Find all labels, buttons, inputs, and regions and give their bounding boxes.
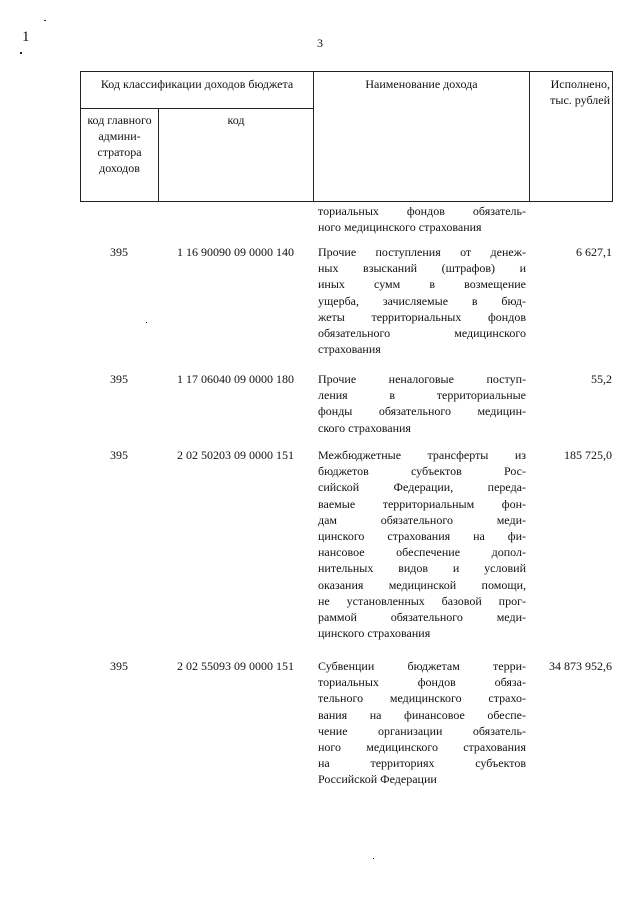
name-line: фонды обязательного медицин-: [318, 404, 526, 419]
name-line: тельного медицинского страхо-: [318, 691, 526, 706]
continuation-text: [318, 203, 526, 235]
name-line: нансовое обеспечение допол-: [318, 545, 526, 560]
amount-cell: 6 627,1: [576, 245, 612, 259]
name-line: ления в территориальные: [318, 388, 526, 403]
name-line: страхования: [318, 342, 381, 357]
name-line: ных взысканий (штрафов) и: [318, 261, 526, 276]
income-name-cell: [318, 658, 526, 788]
amount-cell: 185 725,0: [564, 448, 612, 462]
income-code-header: [159, 109, 314, 202]
name-line: чение организации обязатель-: [318, 723, 526, 738]
scan-speck: [146, 322, 147, 323]
name-line: на территориях субъектов: [318, 756, 526, 771]
amount-cell: 34 873 952,6: [549, 659, 612, 673]
name-line: Прочие поступления от денеж-: [318, 245, 526, 259]
scan-speck: [373, 858, 374, 859]
executed-label: Исполнено, тыс. рублей: [550, 77, 610, 107]
name-line: цинского страхования на фи-: [318, 528, 526, 543]
name-line: ваемые территориальным фон-: [318, 496, 526, 511]
income-code-cell: 2 02 55093 09 0000 151: [177, 659, 294, 673]
name-line: обязательного медицинского: [318, 325, 526, 340]
continuation-line: ного медицинского страхования: [318, 220, 482, 235]
name-line: Прочие неналоговые поступ-: [318, 372, 526, 386]
income-name-label: Наименование дохода: [365, 77, 478, 91]
executed-header: [530, 72, 613, 202]
name-line: Российской Федерации: [318, 772, 437, 787]
income-code-cell: 1 16 90090 09 0000 140: [177, 245, 294, 259]
name-line: бюджетов субъектов Рос-: [318, 464, 526, 479]
table-header: [80, 71, 613, 202]
admin-code-cell: 395: [110, 245, 128, 259]
admin-code-cell: 395: [110, 448, 128, 462]
name-line: ториальных фондов обяза-: [318, 675, 526, 690]
income-code-label: код: [227, 113, 245, 127]
name-line: жеты территориальных фондов: [318, 309, 526, 324]
admin-code-cell: 395: [110, 659, 128, 673]
income-name-header: [314, 72, 530, 202]
name-line: Межбюджетные трансферты из: [318, 448, 526, 462]
name-line: оказания медицинской помощи,: [318, 577, 526, 592]
scan-speck: [20, 52, 22, 54]
name-line: Субвенции бюджетам терри-: [318, 659, 526, 673]
name-line: раммой обязательного меди-: [318, 609, 526, 624]
corner-mark: 1: [22, 29, 30, 45]
classification-group-label: Код классификации доходов бюджета: [100, 77, 294, 91]
name-line: ного медицинского страхования: [318, 739, 526, 754]
name-line: вания на финансовое обеспе-: [318, 707, 526, 722]
admin-code-cell: 395: [110, 372, 128, 386]
name-line: сийской Федерации, переда-: [318, 480, 526, 495]
income-code-cell: 2 02 50203 09 0000 151: [177, 448, 294, 462]
income-name-cell: [318, 371, 526, 436]
amount-cell: 55,2: [591, 372, 612, 386]
name-line: нительных видов и условий: [318, 561, 526, 576]
admin-code-label: код главного админи-стратора доходов: [87, 113, 152, 175]
admin-code-header: [81, 109, 159, 202]
name-line: ущерба, зачисляемые в бюд-: [318, 293, 526, 308]
income-name-cell: [318, 447, 526, 641]
name-line: дам обязательного меди-: [318, 512, 526, 527]
name-line: цинского страхования: [318, 626, 431, 641]
name-line: ского страхования: [318, 420, 411, 435]
scan-speck: [44, 20, 46, 21]
name-line: не установленных базовой прог-: [318, 593, 526, 608]
income-code-cell: 1 17 06040 09 0000 180: [177, 372, 294, 386]
classification-group-header: [81, 72, 314, 109]
name-line: иных сумм в возмещение: [318, 277, 526, 292]
income-name-cell: [318, 244, 526, 357]
page-number: 3: [317, 36, 323, 50]
continuation-line: ториальных фондов обязатель-: [318, 204, 526, 218]
